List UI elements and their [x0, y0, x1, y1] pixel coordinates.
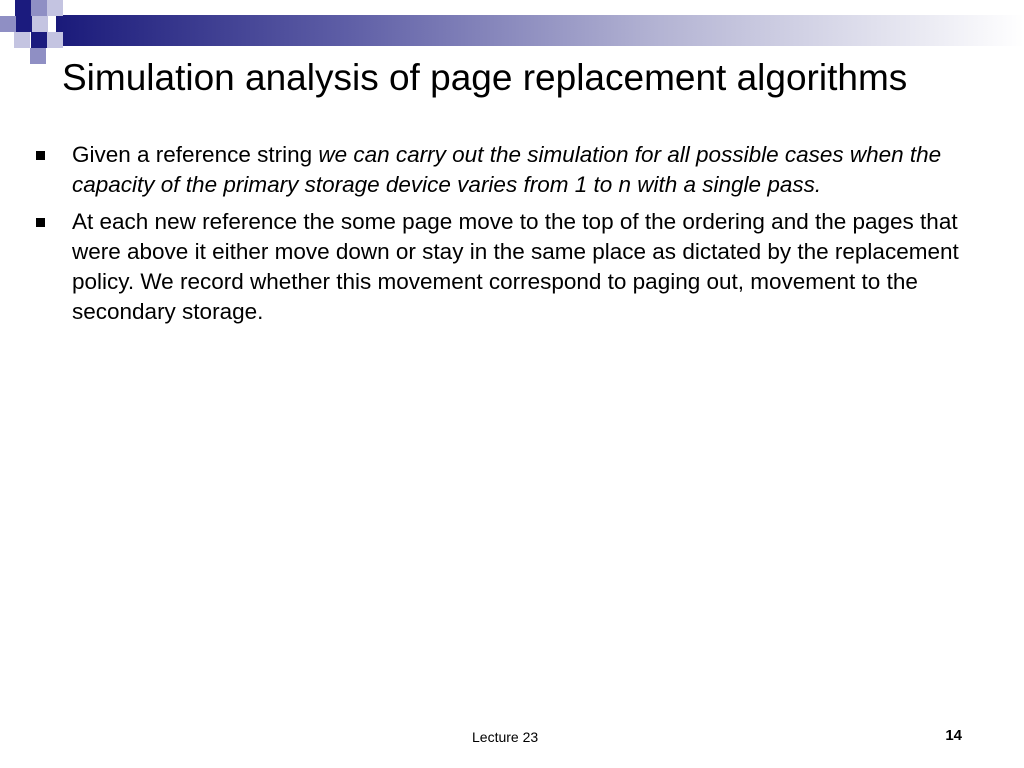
bullet-text: At each new reference the some page move to the top of the ordering and the pages that were above it either move down or stay in the same place as dictated by the replacement policy. We record whether this movement correspond to paging out, movement to the secondary storage. [72, 209, 959, 324]
decor-square [30, 48, 46, 64]
square-bullet-icon [36, 218, 45, 227]
decor-square [47, 32, 63, 48]
bullet-item [34, 140, 964, 200]
slide-number: 14 [945, 727, 962, 744]
bullet-emphasis-text: we can carry out the simulation for all possible cases when the capacity of the primary storage device varies from 1 to n with a single pass. [72, 142, 942, 197]
decor-square [15, 0, 31, 16]
slide-title: Simulation analysis of page replacement algorithms [62, 57, 908, 98]
footer-lecture-label: Lecture 23 [472, 729, 539, 745]
decor-square [31, 0, 47, 16]
header-gradient-bar [56, 15, 1024, 46]
decor-square [32, 16, 48, 32]
bullet-list [34, 140, 964, 334]
bullet-item [34, 207, 964, 327]
square-bullet-icon [36, 151, 45, 160]
decor-square [47, 0, 63, 16]
bullet-lead-text: Given a reference string [72, 142, 319, 167]
decor-square [14, 32, 30, 48]
decor-square [31, 32, 47, 48]
decor-square [16, 16, 32, 32]
decor-square [0, 16, 16, 32]
